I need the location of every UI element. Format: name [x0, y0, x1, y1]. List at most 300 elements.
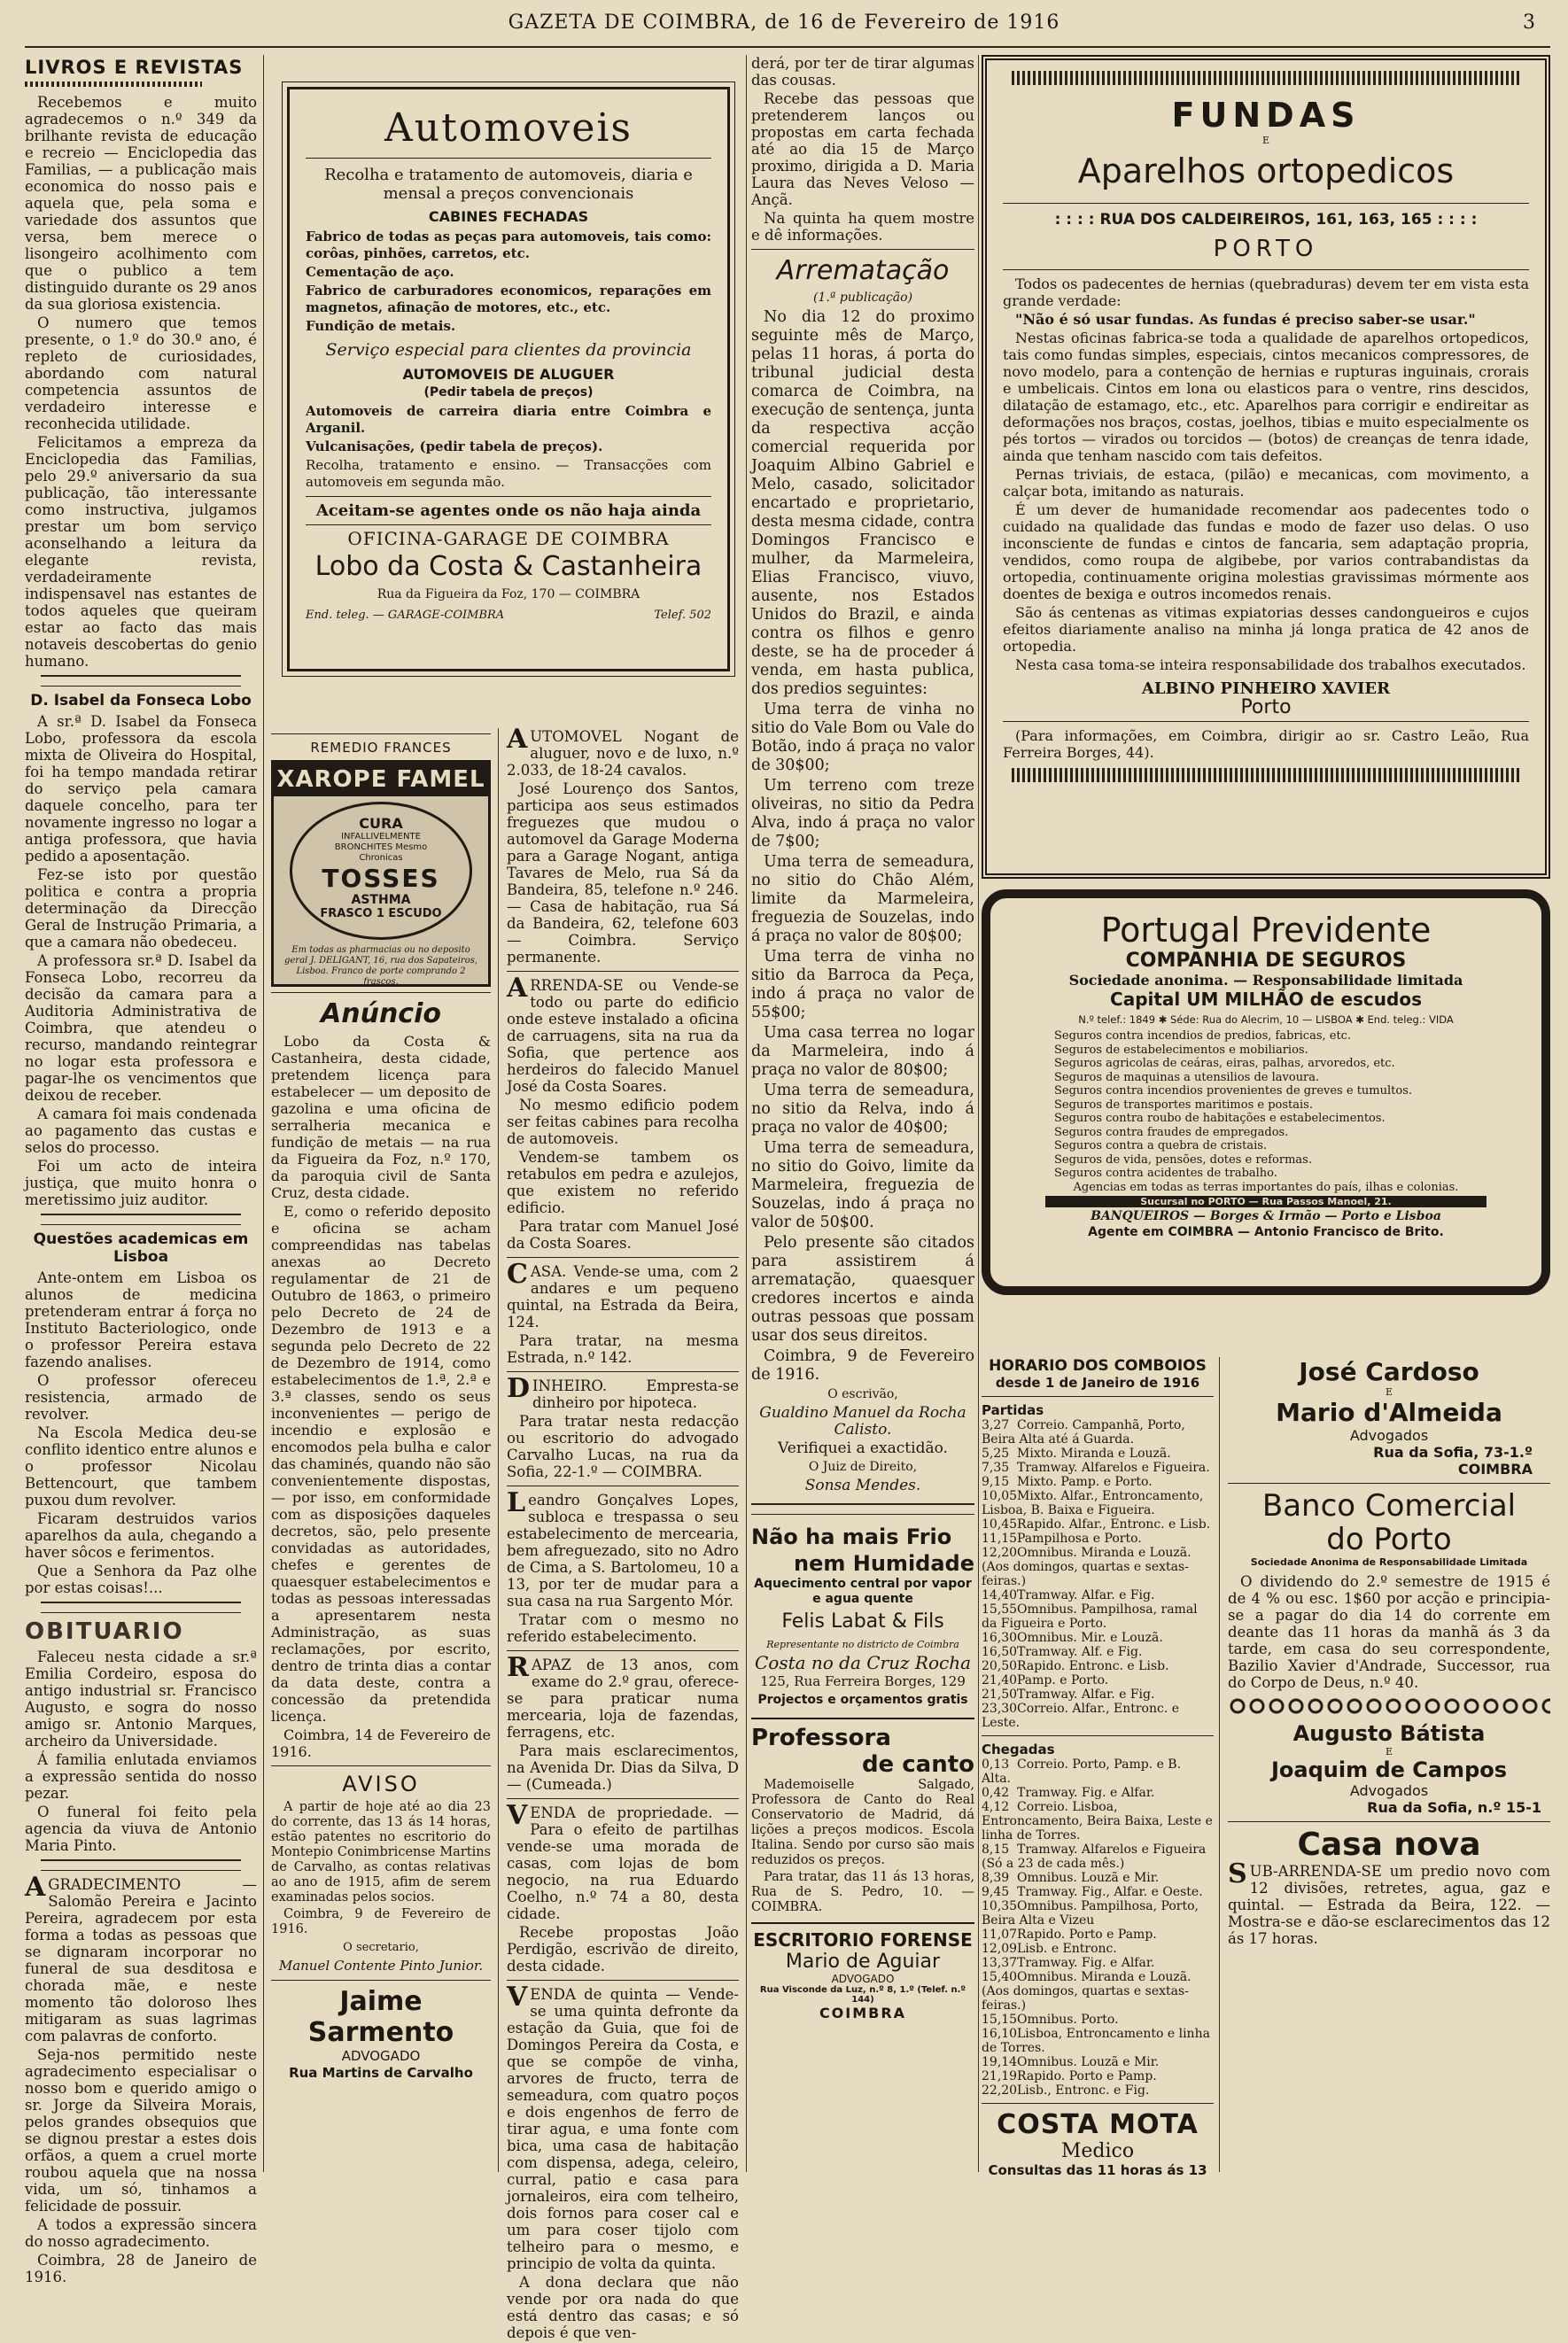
fundas-name: ALBINO PINHEIRO XAVIER	[1141, 679, 1391, 698]
pp-agente: Agente em COIMBRA — Antonio Francisco de Brito.	[1088, 1224, 1444, 1239]
article-paragraph: O numero que temos presente, o 1.º do 30.º ano, é repleto de curiosidades, abordando com natural competencia assuntos de verdadeiro interesse e reconhecida utilidade.	[25, 314, 257, 432]
schedule-time: 23,30	[982, 1702, 1018, 1716]
classifieds-column	[507, 724, 739, 2343]
pp-banq: BANQUEIROS — Borges & Irmão — Porto e Lisboa	[1091, 1208, 1441, 1223]
ad-company: Lobo da Costa & Castanheira	[314, 551, 702, 582]
column-divider	[746, 55, 747, 2172]
fundas-e: E	[1261, 135, 1270, 146]
costa-mota-sub: Medico	[1060, 2140, 1135, 2162]
rule	[1228, 1483, 1550, 1484]
article-paragraph: Ficaram destruidos varios aparelhos da aula, chegando a haver sôcos e ferimentos.	[25, 1510, 257, 1561]
schedule-desc: Mixto. Miranda e Louzã.	[1017, 1447, 1171, 1461]
ad-line: Recolha, tratamento e ensino. — Transacções com automoveis em segunda mão.	[306, 457, 711, 490]
schedule-desc: Omnibus. Louzã e Mir.	[1017, 1871, 1160, 1885]
rule	[982, 1735, 1214, 1736]
schedule-desc: Omnibus. Miranda e Louzã. (Aos domingos, quartas e sextas-feiras.)	[982, 1546, 1192, 1588]
schedule-time: 16,50	[982, 1645, 1018, 1659]
ad-heading: CABINES FECHADAS	[428, 208, 589, 225]
pp-agencias: Agencias em todas as terras importantes do país, ilhas e colonias.	[1073, 1180, 1459, 1194]
prof-line1: Professora	[751, 1725, 891, 1751]
schedule-desc: Pamp. e Porto.	[1017, 1673, 1109, 1687]
rule	[306, 496, 711, 497]
frio-rep-name: Costa no da Cruz Rocha	[754, 1652, 972, 1673]
schedule-desc: Correio. Lisboa, Entroncamento, Beira Baixa, Leste e linha de Torres.	[982, 1800, 1213, 1843]
jaime-adv: ADVOGADO	[341, 2048, 421, 2064]
pp-sub: COMPANHIA DE SEGUROS	[1125, 950, 1407, 972]
schedule-time: 0,42	[982, 1786, 1010, 1800]
partidas-label: Partidas	[982, 1402, 1044, 1418]
rule	[982, 1396, 1214, 1397]
article-paragraph: No dia 12 do proximo seguinte mês de Março, pelas 11 horas, á porta do tribunal judicial desta comarca de Coimbra, na execução de sentença, junta da respectiva acção comercial requerida por Joaquim Albino Gabriel e Melo, casado, solicitador encartado e proprietario, desta mesma cidade, contra Domingos Francisco e mulher, da Marmeleira, Elias Francisco, viuvo, ausente, nos Estados Unidos do Brazil, e ainda contra os filhos e genro deste, se ha de proceder á venda, em hasta publica, dos predios seguintes:	[751, 308, 974, 698]
schedule-row	[982, 1631, 1214, 1645]
article-paragraph: Para tratar, das 11 ás 13 horas, Rua de S. Pedro, 10. — COIMBRA.	[751, 1870, 974, 1914]
schedule-row	[982, 1418, 1214, 1447]
rule	[507, 1798, 739, 1799]
xarope-title: XAROPE FAMEL	[274, 763, 488, 796]
ab-name2: Joaquim de Campos	[1270, 1757, 1508, 1782]
article-paragraph: Pelo presente são citados para assistirem á arrematação, quaesquer credores incertos e ainda outras pessoas que possam usar dos seus direitos.	[751, 1234, 974, 1345]
article-paragraph: A camara foi mais condenada ao pagamento das custas e selos do processo.	[25, 1106, 257, 1156]
column-divider	[1219, 1357, 1220, 2172]
article-paragraph: Ante-ontem em Lisboa os alunos de medicina pretenderam entrar á força no Instituto Bacteriologico, onde o professor Pereira estava fazendo analises.	[25, 1269, 257, 1370]
schedule-row	[982, 1871, 1214, 1885]
schedule-row	[982, 1475, 1214, 1489]
ad-teleg: End. teleg. — GARAGE-COIMBRA	[306, 609, 505, 622]
schedule-desc: Tramway. Fig. e Alfar.	[1017, 1956, 1155, 1970]
rule	[507, 1371, 739, 1372]
masthead-rule	[25, 46, 1550, 48]
article-paragraph: Para tratar nesta redacção ou escritorio do advogado Carvalho Lucas, na rua da Sofia, 22-1.º — COIMBRA.	[507, 1413, 739, 1480]
section-divider	[41, 675, 241, 687]
date-line: Coimbra, 14 de Fevereiro de 1916.	[271, 1726, 491, 1760]
rule	[1003, 269, 1529, 270]
costa-mota-cons: Consultas das 11 horas ás 13	[988, 2162, 1207, 2178]
article-paragraph: Recebemos e muito agradecemos o n.º 349 da brilhante revista de educação e recreio — Enciclopedia das Familias, — a publicação mais economica do nosso pais e aquela que, pela soma e variedade dos assuntos que versa, bem merece o lisongeiro acolhimento com que o publico a tem distinguido durante os 29 anos da sua gloriosa existencia.	[25, 94, 257, 313]
masthead-title: GAZETA DE COIMBRA, de 16 de Fevereiro de 1916	[508, 12, 1060, 34]
jc-name2: Mario d'Almeida	[1276, 1398, 1502, 1427]
pp-seguro-item: Seguros contra a quebra de cristais.	[1054, 1139, 1268, 1152]
signature-name: Sonsa Mendes.	[804, 1477, 921, 1494]
article-paragraph: Lobo da Costa & Castanheira, desta cidade, pretendem licença para estabelecer — um deposito de gazolina e uma oficina de serralheria mecanica e fundição de metais — na rua da Figueira da Foz, n.º 170, da paroquia civil de Santa Cruz, desta cidade.	[271, 1033, 491, 1201]
ad-line: OFICINA-GARAGE DE COIMBRA	[347, 528, 670, 549]
schedule-desc: Rapido. Porto e Pamp.	[1017, 2069, 1157, 2083]
schedule-row	[982, 1757, 1214, 1786]
arrematacao-sub: (1.ª publicação)	[812, 291, 913, 305]
xarope-cura: CURA	[359, 815, 403, 832]
article-paragraph: Uma terra de semeadura, no sitio do Goivo, limite da Marmeleira, freguezia de Souzelas, indo á praça no valor de 50$00.	[751, 1139, 974, 1231]
pp-seguro-item: Seguros contra fraudes de empregados.	[1054, 1125, 1289, 1139]
ad-line: Cementação de aço.	[306, 264, 454, 280]
article-paragraph: Para tratar com Manuel José da Costa Soares.	[507, 1218, 739, 1252]
horario-sub: desde 1 de Janeiro de 1916	[995, 1375, 1200, 1391]
automoveis-ad	[287, 87, 730, 671]
schedule-row	[982, 1800, 1214, 1843]
schedule-row	[982, 1546, 1214, 1588]
section-title-livros: LIVROS E REVISTAS	[25, 57, 244, 78]
classified-automovel: AUTOMOVEL Nogant de aluguer, novo e de luxo, n.º 2.033, de 18-24 cavalos.	[507, 724, 739, 779]
article-paragraph: José Lourenço dos Santos, participa aos seus estimados freguezes que mudou o automovel da Garage Moderna para a Garage Nogant, antiga Tavares de Melo, rua Sá da Bandeira, 85, telefone n.º 246. — Casa de habitação, rua Sá da Bandeira, 62, telefone 603 — Coimbra. Serviço permanente.	[507, 780, 739, 966]
fundas-rua: : : : : RUA DOS CALDEIREIROS, 161, 163, 165 : : : :	[1054, 211, 1478, 229]
xarope-tosses: TOSSES	[322, 864, 440, 893]
decorative-hatch	[1012, 768, 1520, 782]
jc-rua: Rua da Sofia, 73-1.º	[1373, 1444, 1533, 1461]
horario-comboios	[982, 1357, 1214, 2178]
schedule-time: 21,50	[982, 1687, 1018, 1702]
article-paragraph: Foi um acto de inteira justiça, que muito honra o meretissimo juiz auditor.	[25, 1158, 257, 1208]
partidas-list	[982, 1418, 1214, 1730]
professora-ad	[751, 1719, 974, 1924]
pp-seguro-item: Seguros de vida, pensões, dotes e reformas.	[1054, 1152, 1312, 1167]
section-divider	[41, 1214, 241, 1225]
schedule-row	[982, 1956, 1214, 1970]
xarope-bronq: INFALLIVELMENTE BRONCHITES Mesmo Chronicas	[334, 832, 428, 863]
masthead	[0, 0, 1568, 46]
article-paragraph: Uma terra de semeadura, no sitio do Chão Além, limite da Marmeleira, freguezia de Souzelas, indo á praça no valor de 80$00;	[751, 853, 974, 945]
rule	[982, 2103, 1214, 2104]
fundas-porto: PORTO	[1213, 236, 1319, 262]
article-paragraph: Que a Senhora da Paz olhe por estas coisas!...	[25, 1563, 257, 1596]
jc-adv: Advogados	[1349, 1427, 1429, 1444]
ad-line: Vulcanisações, (pedir tabela de preços).	[306, 438, 603, 454]
article-paragraph: Na quinta ha quem mostre e dê informações.	[751, 210, 974, 244]
rule	[751, 249, 974, 250]
schedule-row	[982, 1645, 1214, 1659]
anuncio-title: Anúncio	[321, 998, 441, 1029]
article-paragraph: Recebe das pessoas que pretenderem lanços ou propostas em carta fechada até ao dia 15 de Março proximo, dirigida a D. Maria Laura das Neves Veloso — Ançã.	[751, 90, 974, 208]
schedule-time: 16,10	[982, 2027, 1018, 2041]
date-line: Coimbra, 9 de Fevereiro de 1916.	[751, 1347, 974, 1384]
signature-name: Manuel Contente Pinto Junior.	[278, 1958, 484, 1974]
schedule-row	[982, 1970, 1214, 2013]
schedule-desc: Mixto. Pamp. e Porto.	[1017, 1475, 1153, 1489]
schedule-desc: Tramway. Fig. e Alfar.	[1017, 1786, 1155, 1800]
schedule-row	[982, 1843, 1214, 1871]
ad-line: Recolha e tratamento de automoveis, diaria e mensal a preços convencionais	[324, 166, 693, 203]
schedule-time: 15,15	[982, 2013, 1018, 2027]
ab-name1: Augusto Bátista	[1292, 1721, 1486, 1746]
ab-adv: Advogados	[1349, 1782, 1429, 1799]
schedule-row	[982, 1885, 1214, 1899]
schedule-desc: Tramway. Alf. e Fig.	[1017, 1645, 1143, 1659]
fundas-title: FUNDAS	[1171, 96, 1361, 135]
article-paragraph: "Não é só usar fundas. As fundas é preciso saber-se usar."	[1015, 311, 1476, 328]
schedule-desc: Omnibus. Pampilhosa, Porto, Beira Alta e Vizeu	[982, 1899, 1199, 1928]
schedule-row	[982, 1489, 1214, 1517]
schedule-row	[982, 1659, 1214, 1673]
schedule-time: 10,35	[982, 1899, 1018, 1913]
schedule-time: 5,25	[982, 1447, 1010, 1461]
schedule-desc: Lisboa, Entroncamento e linha de Torres.	[982, 2027, 1210, 2055]
schedule-time: 12,20	[982, 1546, 1018, 1560]
schedule-row	[982, 1786, 1214, 1800]
schedule-time: 14,40	[982, 1588, 1018, 1602]
article-paragraph: A todos a expressão sincera do nosso agradecimento.	[25, 2216, 257, 2250]
schedule-desc: Omnibus. Pampilhosa, ramal da Figueira e Porto.	[982, 1602, 1198, 1631]
schedule-desc: Correio. Alfar., Entronc. e Leste.	[982, 1702, 1180, 1730]
schedule-row	[982, 1588, 1214, 1602]
chegadas-list	[982, 1757, 1214, 2098]
article-paragraph: Uma terra de semeadura, no sitio da Relva, indo á praça no valor de 40$00;	[751, 1082, 974, 1137]
article-paragraph: Pernas triviais, de estaca, (pilão) e mecanicas, com movimento, a calçar bota, imitando as naturais.	[1003, 466, 1529, 500]
ad-telef: Telef. 502	[654, 609, 711, 622]
section-title-isabel: D. Isabel da Fonseca Lobo	[30, 692, 252, 710]
schedule-time: 4,12	[982, 1800, 1010, 1814]
classified-casa: CASA. Vende-se uma, com 2 andares e um pequeno quintal, na Estrada da Beira, 124.	[507, 1259, 739, 1331]
rule	[1003, 203, 1529, 204]
schedule-time: 0,13	[982, 1757, 1010, 1772]
rule	[271, 992, 491, 993]
schedule-time: 10,45	[982, 1517, 1018, 1532]
schedule-row	[982, 1702, 1214, 1730]
schedule-row	[982, 1517, 1214, 1532]
article-paragraph: Para tratar, na mesma Estrada, n.º 142.	[507, 1332, 739, 1366]
schedule-time: 19,14	[982, 2055, 1018, 2069]
ad-line: (Pedir tabela de preços)	[423, 385, 594, 400]
ad-heading: AUTOMOVEIS DE ALUGUER	[402, 366, 615, 383]
page-number: 3	[1523, 12, 1536, 34]
article-paragraph: Fez-se isto por questão politica e contra a propria determinação da Direcção Geral de Instrução Primaria, a que a camara não obedeceu.	[25, 866, 257, 950]
classified-rapaz: RAPAZ de 13 anos, com exame do 2.º grau, oferece-se para praticar numa mercearia, loja de fazendas, ferragens, etc.	[507, 1652, 739, 1741]
schedule-row	[982, 1928, 1214, 1942]
pp-seguro-item: Seguros contra roubo de habitações e estabelecimentos.	[1054, 1112, 1386, 1125]
article-paragraph: A dona declara que não vende por ora nada do que está dentro das casas; e só depois é que ven-	[507, 2274, 739, 2341]
casa-nova-title: Casa nova	[1297, 1827, 1481, 1863]
horario-title: HORARIO DOS COMBOIOS	[989, 1357, 1207, 1375]
fundas-ad	[982, 55, 1550, 879]
schedule-desc: Tramway. Fig., Alfar. e Oeste.	[1017, 1885, 1203, 1899]
schedule-desc: Lisb. e Entronc.	[1017, 1942, 1117, 1956]
aviso-title: AVISO	[342, 1772, 420, 1796]
rule	[306, 524, 711, 525]
schedule-row	[982, 1942, 1214, 1956]
xarope-frasco: FRASCO 1 ESCUDO	[320, 907, 442, 920]
xarope-ad	[271, 760, 491, 987]
rule	[507, 971, 739, 972]
column-3	[751, 55, 974, 2172]
schedule-desc: Pampilhosa e Porto.	[1017, 1532, 1142, 1546]
article-paragraph: Uma casa terrea no logar da Marmeleira, indo á praça no valor de 80$00;	[751, 1024, 974, 1079]
article-paragraph: O funeral foi feito pela agencia da viuva de Antonio Maria Pinto.	[25, 1804, 257, 1854]
schedule-time: 9,45	[982, 1885, 1010, 1899]
esc-adv: ADVOGADO	[831, 1973, 895, 1985]
schedule-time: 11,15	[982, 1532, 1018, 1546]
rule	[271, 1980, 491, 1981]
schedule-time: 8,15	[982, 1843, 1010, 1857]
schedule-time: 8,39	[982, 1871, 1010, 1885]
schedule-time: 22,20	[982, 2083, 1018, 2098]
column-4	[982, 55, 1550, 2178]
jaime-rua: Rua Martins de Carvalho	[289, 2065, 473, 2081]
article-paragraph: O professor ofereceu resistencia, armado de revolver.	[25, 1372, 257, 1423]
esc-name: Mario de Aguiar	[785, 1951, 941, 1973]
schedule-row	[982, 1899, 1214, 1928]
jc-e: E	[1385, 1386, 1393, 1398]
classified-venda-propriedade: VENDA de propriedade. — Para o efeito de partilhas vende-se uma morada de casas, com lojas de bom negocio, na rua Eduardo Coelho, n.º 74 a 80, desta cidade.	[507, 1800, 739, 1922]
rule	[1228, 1821, 1550, 1822]
section-title-obituario: OBITUARIO	[25, 1618, 184, 1645]
schedule-desc: Omnibus. Porto.	[1017, 2013, 1119, 2027]
article-paragraph: No mesmo edificio podem ser feitas cabines para recolha de automoveis.	[507, 1097, 739, 1147]
column-divider	[498, 728, 499, 2172]
escritorio-ad	[751, 1924, 974, 2021]
rule	[507, 1257, 739, 1258]
article-paragraph: Na Escola Medica deu-se conflito identico entre alunos e o professor Nicolau Bettencourt, que tambem puxou dum revolver.	[25, 1424, 257, 1509]
pp-seguro-item: Seguros de estabelecimentos e mobiliarios.	[1054, 1043, 1308, 1057]
date-line: Coimbra, 9 de Fevereiro de 1916.	[271, 1907, 491, 1936]
schedule-time: 20,50	[982, 1659, 1018, 1673]
jc-city: COIMBRA	[1457, 1461, 1533, 1478]
schedule-row	[982, 2083, 1214, 2098]
pp-cap: Capital UM MILHÃO de escudos	[1110, 989, 1422, 1010]
schedule-desc: Lisb., Entronc. e Fig.	[1017, 2083, 1150, 2098]
arrematacao-title: Arrematação	[776, 255, 950, 286]
schedule-desc: Tramway. Alfar. e Fig.	[1017, 1588, 1155, 1602]
decorative-chain	[1228, 1696, 1550, 1716]
signature-label: O Juiz de Direito,	[808, 1460, 918, 1474]
signature-name: Gualdino Manuel da Rocha Calisto.	[759, 1404, 966, 1439]
frio-company: Felis Labat & Fils	[781, 1610, 944, 1633]
article-paragraph: Recebe propostas João Perdigão, escrivão de direito, desta cidade.	[507, 1924, 739, 1974]
pp-sede: N.º telef.: 1849 ✱ Séde: Rua do Alecrim, 10 — LISBOA ✱ End. teleg.: VIDA	[1078, 1013, 1454, 1026]
pp-seguro-item: Seguros contra incendios provenientes de greves e tumultos.	[1054, 1084, 1412, 1098]
schedule-row	[982, 1447, 1214, 1461]
schedule-desc: Rapido. Entronc. e Lisb.	[1017, 1659, 1169, 1673]
xarope-column	[271, 728, 491, 2082]
article-paragraph: Para mais esclarecimentos, na Avenida Dr. Dias da Silva, D — (Cumeada.)	[507, 1742, 739, 1793]
article-paragraph: Todos os padecentes de hernias (quebraduras) devem ter em vista esta grande verdade:	[1003, 275, 1529, 309]
remedio-label: REMEDIO FRANCES	[310, 740, 452, 756]
schedule-row	[982, 1602, 1214, 1631]
ad-line: Fundição de metais.	[306, 318, 456, 334]
article-paragraph: Uma terra de vinha no sitio do Vale Bom ou Vale do Botão, indo á praça no valor de 30$00;	[751, 701, 974, 774]
frio-proj: Projectos e orçamentos gratis	[757, 1693, 968, 1707]
casa-nova-text: SUB-ARRENDA-SE um predio novo com 12 divisões, retretes, agua, gaz e quintal. — Estrada da Beira, 122. — Mostra-se e dão-se esclarecimentos das 12 ás 17 horas.	[1228, 1858, 1550, 1947]
ab-e: E	[1385, 1746, 1393, 1757]
schedule-time: 9,15	[982, 1475, 1010, 1489]
pp-sucursal: Sucursal no PORTO — Rua Passos Manoel, 21.	[1045, 1196, 1486, 1207]
schedule-time: 10,05	[982, 1489, 1018, 1503]
classified-dinheiro: DINHEIRO. Empresta-se dinheiro por hipoteca.	[507, 1373, 739, 1411]
pp-seguro-item: Seguros contra incendios de predios, fabricas, etc.	[1054, 1029, 1352, 1043]
column-divider	[978, 55, 979, 2172]
rule	[507, 1980, 739, 1981]
ad-line: Automoveis de carreira diaria entre Coimbra e Arganil.	[306, 403, 711, 436]
article-paragraph: Nesta casa toma-se inteira responsabilidade dos trabalhos executados.	[1015, 656, 1526, 673]
costa-mota-name: COSTA MOTA	[997, 2109, 1199, 2140]
right-ads	[1228, 1357, 1550, 1949]
ab-rua: Rua da Sofia, n.º 15-1	[1367, 1799, 1541, 1816]
jc-name1: José Cardoso	[1299, 1357, 1479, 1386]
ad-line: Fabrico de todas as peças para automoveis, tais como: corôas, pinhões, carretos, etc.	[306, 229, 711, 261]
rule	[271, 733, 491, 734]
schedule-row	[982, 2055, 1214, 2069]
article-paragraph: O dividendo do 2.º semestre de 1915 é de 4 % ou esc. 1$60 por acção e principia-se a pagar do dia 14 do corrente em deante das 11 horas da manhã ás 3 da tarde, em casa do seu correspondente, Bazilio Xavier d'Andrade, Successor, rua do Corpo de Deus, n.º 40.	[1228, 1573, 1550, 1691]
column-divider	[263, 55, 264, 2172]
signature-label: O secretario,	[343, 1941, 419, 1954]
esc-city: COIMBRA	[819, 2005, 907, 2021]
article-paragraph: É um dever de humanidade recomendar aos padecentes todo o cuidado na qualidade das fundas e modo de fazer uso delas. O uso inconsciente de fundas e cintos de fancaria, sem adaptação propria, vendidos, como roupa de algibebe, por varios contrabandistas da ortopedia, continuamente origina molestias gravissimas mórmente aos doentes de bexiga e outros incomedos renais.	[1003, 501, 1529, 602]
schedule-row	[982, 2069, 1214, 2083]
schedule-desc: Tramway. Alfar. e Fig.	[1017, 1687, 1155, 1702]
fundas-sub: Aparelhos ortopedicos	[1077, 151, 1455, 190]
pp-title: Portugal Previdente	[1100, 911, 1432, 950]
schedule-time: 15,40	[982, 1970, 1018, 1984]
schedule-row	[982, 2027, 1214, 2055]
pp-seguro-item: Seguros contra acidentes de trabalho.	[1054, 1167, 1277, 1180]
classified-leandro: Leandro Gonçalves Lopes, subloca e trespassa o seu estabelecimento de mercearia, bem afreguezado, sito no Adro de Cima, a S. Bartolomeu, 10 a 13, por ter de mudar para a sua casa na rua Sargento Mór.	[507, 1487, 739, 1610]
article-paragraph: (Para informações, em Coimbra, dirigir ao sr. Castro Leão, Rua Ferreira Borges, 44).	[1003, 727, 1529, 761]
schedule-desc: Omnibus. Louzã e Mir.	[1017, 2055, 1160, 2069]
article-paragraph: Seja-nos permitido neste agradecimento especialisar o nosso bom e querido amigo o sr. Jorge da Silveira Morais, pelos grandes obsequios que se dignou prestar a estes dois orfãos, a quem a cruel morte roubou aquela que na nossa vida, um só, tinhamos a felicidade de possuir.	[25, 2046, 257, 2215]
schedule-desc: Omnibus. Mir. e Louzã.	[1017, 1631, 1163, 1645]
ad-footer	[306, 609, 711, 622]
article-paragraph: A sr.ª D. Isabel da Fonseca Lobo, professora da escola mixta de Oliveira do Hospital, foi ha tempo mandada retirar do serviço pela camara daquele concelho, para ter novamente ingresso no logar a antiga professora, que havia pedido a aposentação.	[25, 713, 257, 865]
rule	[507, 1650, 739, 1651]
article-paragraph: Um terreno com treze oliveiras, no sitio da Pedra Alva, indo á praça no valor de 7$00;	[751, 777, 974, 850]
schedule-desc: Mixto. Alfar., Entroncamento, Lisboa, B. Baixa e Figueira.	[982, 1489, 1204, 1517]
schedule-row	[982, 1532, 1214, 1546]
date-line: Coimbra, 28 de Janeiro de 1916.	[25, 2252, 257, 2285]
section-divider	[751, 1503, 974, 1515]
schedule-row	[982, 1673, 1214, 1687]
agradecimento-paragraph: AGRADECIMENTO — Salomão Pereira e Jacinto Pereira, agradecem por esta forma a todas as pessoas que se dignaram incorporar no funeral de sua desditosa e chorada mãe, e neste momento tão doloroso lhes mitigaram as suas lagrimas com palavras de conforto.	[25, 1872, 257, 2044]
article-paragraph: Nestas oficinas fabrica-se toda a qualidade de aparelhos ortopedicos, tais como fundas simples, especiais, cintos mecanicos compressores, de novo modelo, para a contenção de hernias e rupturas inguinais, crorais e umbelicais. Cintos em lona ou elasticos para o ventre, rins descidos, dilatação de estamago, etc., etc. Aparelhos para corrigir e endireitar as deformações nos braços, costas, joelhos, tibias e muito especialmente os pés tortos — virados ou torcidos — (botos) de creanças de tenra idade, ainda que tenham nascido com tais defeitos.	[1003, 330, 1529, 464]
article-paragraph: Faleceu nesta cidade a sr.ª Emilia Cordeiro, esposa do antigo industrial sr. Francisco Augusto, e sogra do nosso amigo sr. Antonio Marques, archeiro da Universidade.	[25, 1649, 257, 1749]
pp-seguro-item: Seguros de maquinas a utensilios de lavoura.	[1054, 1070, 1320, 1084]
frio-rua: 125, Rua Ferreira Borges, 129	[760, 1673, 966, 1689]
article-paragraph: derá, por ter de tirar algumas das cousas.	[751, 55, 974, 89]
rule	[1003, 721, 1529, 722]
decorative-hatch	[1012, 71, 1520, 85]
schedule-time: 12,09	[982, 1942, 1018, 1956]
schedule-desc: Tramway. Alfarelos e Figueira (Só a 23 de cada mês.)	[982, 1843, 1207, 1871]
fundas-city: Porto	[1240, 696, 1292, 718]
schedule-time: 7,35	[982, 1461, 1010, 1475]
schedule-row	[982, 2013, 1214, 2027]
ad-line: Rua da Figueira da Foz, 170 — COIMBRA	[376, 587, 640, 601]
section-title-questoes: Questões academicas em Lisboa	[33, 1230, 249, 1266]
schedule-desc: Correio. Porto, Pamp. e B. Alta.	[982, 1757, 1182, 1786]
esc-rua: Rua Visconde da Luz, n.º 8, 1.º (Telef. n.º 144)	[759, 1985, 966, 2005]
schedule-time: 16,30	[982, 1631, 1018, 1645]
article-paragraph: A professora sr.ª D. Isabel da Fonseca Lobo, recorreu da decisão da camara para a Auditoria Administrativa de Coimbra, que atendeu o recurso, mandando reintegrar no logar esta professora e pagar-lhe os vencimentos que deixou de receber.	[25, 952, 257, 1104]
rule	[271, 1765, 491, 1766]
schedule-desc: Correio. Campanhã, Porto, Beira Alta até á Guarda.	[982, 1418, 1185, 1447]
bcp-title1: Banco Comercial	[1261, 1488, 1517, 1524]
schedule-time: 11,07	[982, 1928, 1018, 1942]
schedule-time: 21,40	[982, 1673, 1018, 1687]
schedule-time: 15,55	[982, 1602, 1018, 1617]
schedule-time: 21,19	[982, 2069, 1018, 2083]
verif-line: Verifiquei a exactidão.	[778, 1439, 948, 1457]
article-paragraph: A partir de hoje até ao dia 23 do corrente, das 13 ás 14 horas, estão patentes no escritorio do Montepio Conimbricense Martins de Carvalho, as contas relativas ao ano de 1915, afim de serem examinadas pelos socios.	[271, 1800, 491, 1905]
signature-label: O escrivão,	[827, 1387, 898, 1401]
article-paragraph: Vendem-se tambem os retabulos em pedra e azulejos, que existem no referido edificio.	[507, 1149, 739, 1216]
pp-seguro-item: Seguros agricolas de ceáras, eiras, palhas, arvoredos, etc.	[1054, 1057, 1395, 1070]
article-paragraph: Tratar com o mesmo no referido estabelecimento.	[507, 1611, 739, 1645]
schedule-time: 13,37	[982, 1956, 1018, 1970]
column-1	[25, 55, 257, 2285]
article-paragraph: Felicitamos a empreza da Enciclopedia das Familias, pelo 29.º aniversario da sua publicação, tão interessante como instructiva, julgamos prestar um bom serviço aconselhando a leitura da elegante revista, verdadeiramente indispensavel nas estantes de todos aqueles que queiram estar ao facto das mais notaveis descobertas do genio humano.	[25, 434, 257, 670]
ad-line: Fabrico de carburadores economicos, reparações em magnetos, afinação de motores, etc., etc.	[306, 283, 711, 315]
classified-venda-quinta: VENDA de quinta — Vende-se uma quinta defronte da estação da Guia, que foi de Domingos Pereira da Costa, e que se compõe de vinha, arvores de fructo, terra de semeadura, com quatro poços e dois engenhos de ferro de tirar agua, e uma fonte com bica, uma casa de habitação com dispensa, adega, celeiro, curral, patio e casa para jornaleiros, eira com telheiro, dois fornos para coser cal e um para coser tijolo com telheiro para o mesmo, e principio de volta da quinta.	[507, 1982, 739, 2272]
chegadas-label: Chegadas	[982, 1742, 1055, 1757]
schedule-desc: Rapido. Alfar., Entronc. e Lisb.	[1017, 1517, 1211, 1532]
classified-arrenda: ARRENDA-SE ou Vende-se todo ou parte do edificio onde esteve instalado a oficina de carruagens, sita na rua da Sofia, que pertence aos herdeiros do falecido Manuel José da Costa Soares.	[507, 973, 739, 1095]
article-paragraph: E, como o referido deposito e oficina se acham compreendidas nas tabelas anexas ao Decreto regulamentar de 21 de Outubro de 1863, o primeiro pelo Decreto de 24 de Dezembro de 1913 e a segunda pelo Decreto de 22 de Dezembro de 1914, como estabelecimentos de 1.ª, 2.ª e 3.ª classes, sendo os seus inconvenientes — perigo de incendio e explosão e encomodos pela bulha e calor das chaminés, quando não são convenientemente dispostas, — por isso, em conformidade com as disposições daqueles decretos, são, pelo presente convidadas as autoridades, chefes e gerentes de quaesquer estabelecimentos e todas as pessoas interessadas a apresentarem nesta Administração, as suas reclamações, por escrito, dentro de trinta dias a contar da data deste, contra a concessão da pretendida licença.	[271, 1203, 491, 1725]
schedule-row	[982, 1687, 1214, 1702]
pp-seguro-item: Seguros de transportes maritimos e postais.	[1054, 1098, 1313, 1112]
